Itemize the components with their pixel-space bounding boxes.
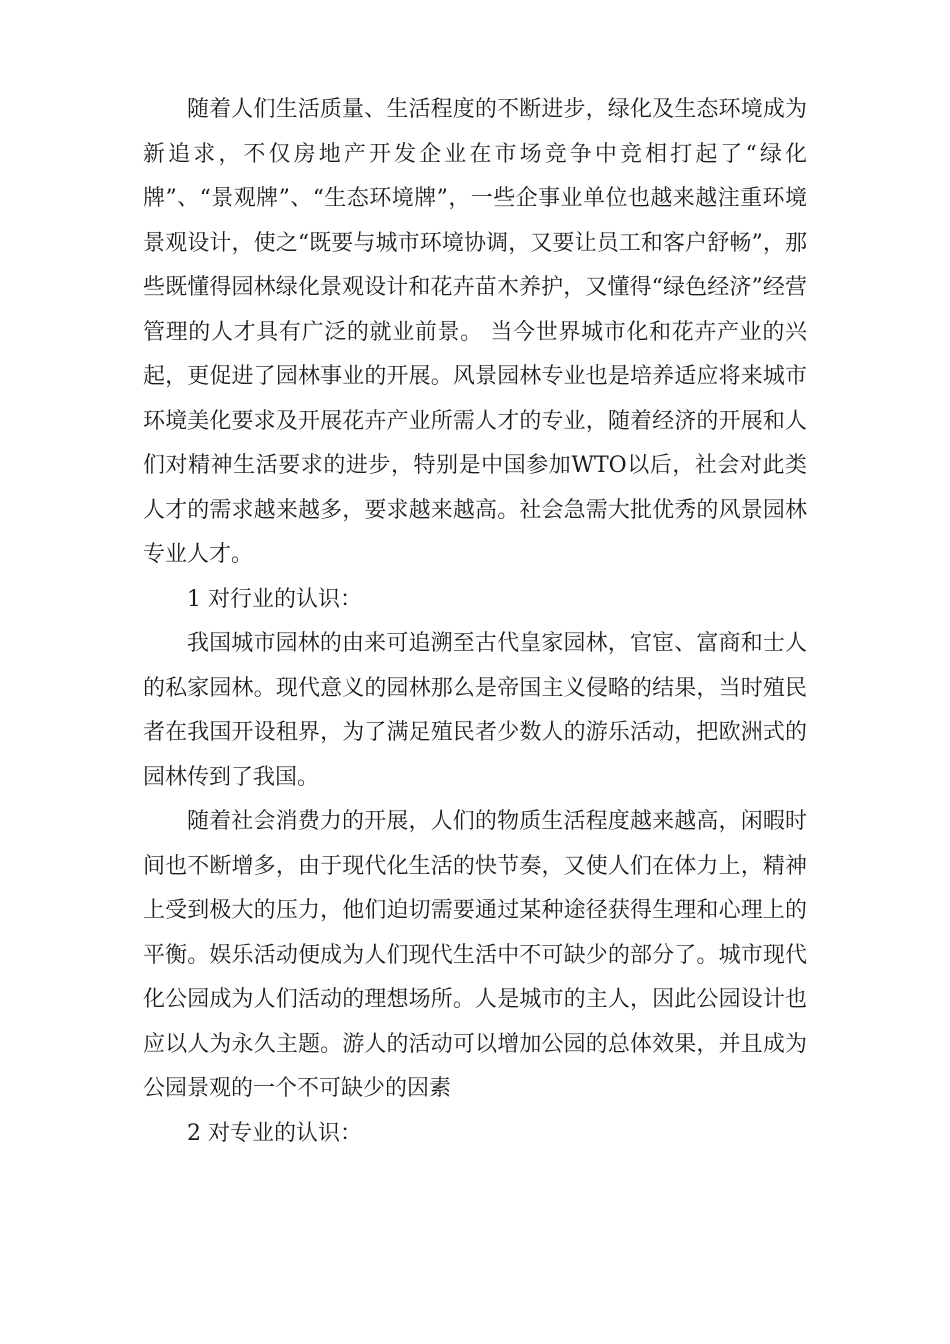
paragraph-modern-parks: 随着社会消费力的开展，人们的物质生活程度越来越高，闲暇时间也不断增多，由于现代化生活的快节奏，又使人们在体力上，精神上受到极大的压力，他们迫切需要通过某种途径获得生理和心理上的平衡。娱乐活动便成为人们现代生活中不可缺少的部分了。城市现代化公园成为人们活动的理想场所。人是城市的主人，因此公园设计也应以人为永久主题。游人的活动可以增加公园的总体效果，并且成为公园景观的一个不可缺少的因素: [143, 809, 807, 1101]
section-heading-major: 2 对专业的认识：: [187, 1120, 362, 1146]
paragraph-garden-history: 我国城市园林的由来可追溯至古代皇家园林，官宦、富商和士人的私家园林。现代意义的园林那么是帝国主义侵略的结果，当时殖民者在我国开设租界，为了满足殖民者少数人的游乐活动，把欧洲式的园林传到了我国。: [143, 631, 807, 790]
paragraph-intro: 随着人们生活质量、生活程度的不断进步，绿化及生态环境成为新追求，不仅房地产开发企业在市场竞争中竞相打起了“绿化牌”、“景观牌”、“生态环境牌”，一些企事业单位也越来越注重环境景观设计，使之“既要与城市环境协调，又要让员工和客户舒畅”，那些既懂得园林绿化景观设计和花卉苗木养护，又懂得“绿色经济”经营管理的人才具有广泛的就业前景。 当今世界城市化和花卉产业的兴起，更促进了园林事业的开展。风景园林专业也是培养适应将来城市环境美化要求及开展花卉产业所需人才的专业，随着经济的开展和人们对精神生活要求的进步，特别是中国参加WTO以后，社会对此类人才的需求越来越多，要求越来越高。社会急需大批优秀的风景园林专业人才。: [143, 97, 807, 567]
document-body: [143, 88, 807, 1156]
section-heading-industry: 1 对行业的认识：: [187, 586, 362, 612]
